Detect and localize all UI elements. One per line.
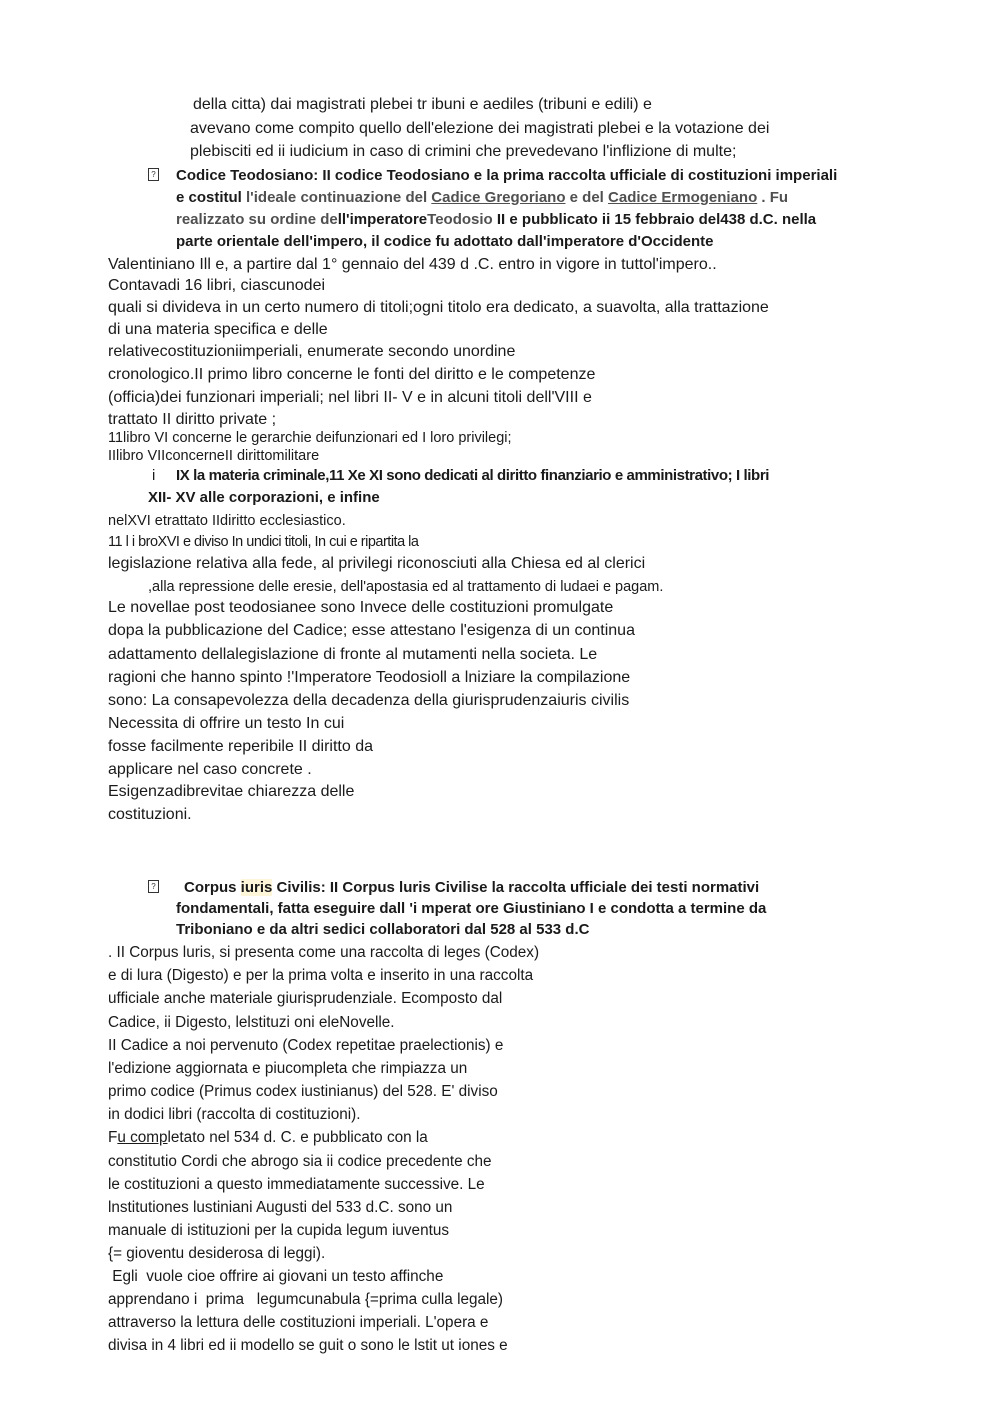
corpus-line-13: manuale di istituzioni per la cupida legum iuventus <box>108 1222 449 1239</box>
corpus-line-3: ufficiale anche materiale giurisprudenziale. Ecomposto dal <box>108 990 503 1007</box>
cadice-gregoriano-link: Cadice Gregoriano <box>431 189 566 206</box>
cadice-ermogeniano-link: Cadice Ermogeniano <box>608 189 758 206</box>
corpus-line-1: . II Corpus luris, si presenta come una raccolta di leges (Codex) <box>108 944 540 961</box>
corpus-heading-3: Triboniano e da altri sedici collaboratori dal 528 al 533 d.C <box>176 921 590 938</box>
intro-line-1: della citta) dai magistrati plebei tr ibuni e aediles (tribuni e edili) e <box>193 96 652 113</box>
teodosiano-line-3: quali si divideva in un certo numero di titoli;ogni titolo era dedicato, a suavolta, alla trattazione <box>108 299 769 316</box>
teodosiano-line-1: Valentiniano Ill e, a partire dal 1° gennaio del 439 d .C. entro in vigore in tuttol'impero.. <box>108 256 717 273</box>
teodosiano-small-1: 11libro VI concerne le gerarchie deifunzionari ed I loro privilegi; <box>108 430 512 446</box>
corpus-heading-1: Corpus iuris Civilis: II Corpus luris Civilise la raccolta ufficiale dei testi normativi <box>184 879 760 896</box>
corpus-line-16: apprendano i prima legumcunabula {=prima culla legale) <box>108 1291 503 1308</box>
teodosiano-line-4: di una materia specifica e delle <box>108 321 328 338</box>
teodosiano-small-4: 11 l i broXVI e diviso In undici titoli, In cui e ripartita la <box>108 534 419 550</box>
corpus-line-6: l'edizione aggiornata e piucompleta che rimpiazza un <box>108 1060 468 1077</box>
corpus-line-2: e di lura (Digesto) e per la prima volta e inserito in una raccolta <box>108 967 534 984</box>
teodosiano-bold-2: XII- XV alle corporazioni, e infine <box>148 489 380 506</box>
novellae-line-9: Esigenzadibrevitae chiarezza delle <box>108 783 355 800</box>
novellae-line-2: dopa la pubblicazione del Cadice; esse attestano l'esigenza di un continua <box>108 622 635 639</box>
teodosiano-line-fede: legislazione relativa alla fede, al privilegi riconosciuti alla Chiesa ed al clerici <box>108 555 646 572</box>
corpus-line-18: divisa in 4 libri ed ii modello se guit o sono le lstit ut iones e <box>108 1337 508 1354</box>
corpus-line-12: lnstitutiones lustiniani Augusti del 533 d.C. sono un <box>108 1199 453 1216</box>
novellae-line-7: fosse facilmente reperibile II diritto da <box>108 738 374 755</box>
corpus-line-8: in dodici libri (raccolta di costituzioni). <box>108 1106 361 1123</box>
teodosiano-line-6: cronologico.II primo libro concerne le fonti del diritto e le competenze <box>108 366 596 383</box>
corpus-line-17: attraverso la lettura delle costituzioni imperiali. L'opera e <box>108 1314 489 1331</box>
novellae-line-8: applicare nel caso concrete . <box>108 761 312 778</box>
corpus-line-11: le costituzioni a questo immediatamente successive. Le <box>108 1176 485 1193</box>
intro-line-3: plebisciti ed ii iudicium in caso di crimini che prevedevano l'inflizione di multe; <box>190 143 737 160</box>
novellae-line-10: costituzioni. <box>108 806 192 823</box>
novellae-line-1: Le novellae post teodosianee sono Invece delle costituzioni promulgate <box>108 599 614 616</box>
teodosiano-bold-1: IX la materia criminale,11 Xe XI sono dedicati al diritto finanziario e amministrativo; I libri <box>176 467 770 484</box>
teodosiano-bold-prefix: i <box>152 467 156 484</box>
teodosiano-small-3: nelXVI etrattato IIdiritto ecclesiastico. <box>108 513 346 529</box>
novellae-line-6: Necessita di offrire un testo In cui <box>108 715 345 732</box>
teodosiano-small-2: IIlibro VIIconcerneII dirittomilitare <box>108 448 320 464</box>
novellae-line-3: adattamento dellalegislazione di fronte al mutamenti nella societa. Le <box>108 646 598 663</box>
corpus-line-4: Cadice, ii Digesto, lelstituzi oni eleNovelle. <box>108 1014 395 1031</box>
teodosiano-heading-2: e costitul l'ideale continuazione del Cadice Gregoriano e del Cadice Ermogeniano . Fu <box>176 189 789 206</box>
corpus-line-7: primo codice (Primus codex iustinianus) del 528. E' diviso <box>108 1083 498 1100</box>
intro-line-2: avevano come compito quello dell'elezione dei magistrati plebei e la votazione dei <box>190 120 770 137</box>
teodosiano-line-8: trattato II diritto private ; <box>108 411 277 428</box>
bullet-icon: ? <box>148 168 159 181</box>
teodosiano-line-2: Contavadi 16 libri, ciascunodei <box>108 277 326 294</box>
teodosiano-line-7: (officia)dei funzionari imperiali; nel libri II- V e in alcuni titoli dell'VIII e <box>108 389 592 406</box>
teodosiano-heading-3: realizzato su ordine dell'imperatoreTeodosio II e pubblicato ii 15 febbraio del438 d.C. nella <box>176 211 817 228</box>
corpus-heading-2: fondamentali, fatta eseguire dall 'i mperat ore Giustiniano I e condotta a termine da <box>176 900 767 917</box>
corpus-line-14: {= gioventu desiderosa di leggi). <box>108 1245 326 1262</box>
bullet-icon: ? <box>148 880 159 893</box>
corpus-line-5: II Cadice a noi pervenuto (Codex repetitae praelectionis) e <box>108 1037 504 1054</box>
corpus-line-fu: Fu completato nel 534 d. C. e pubblicato con la <box>108 1129 428 1146</box>
teodosiano-heading-1: Codice Teodosiano: II codice Teodosiano e la prima raccolta ufficiale di costituzioni imperiali <box>176 167 838 184</box>
teodosiano-line-5: relativecostituzioniimperiali, enumerate secondo unordine <box>108 343 516 360</box>
corpus-line-10: constitutio Cordi che abrogo sia ii codice precedente che <box>108 1153 492 1170</box>
corpus-line-15: Egli vuole cioe offrire ai giovani un testo affinche <box>108 1268 444 1285</box>
teodosiano-small-5: ,alla repressione delle eresie, dell'apostasia ed al trattamento di ludaei e pagam. <box>148 579 664 595</box>
teodosiano-heading-4: parte orientale dell'impero, il codice fu adottato dall'imperatore d'Occidente <box>176 233 714 250</box>
novellae-line-4: ragioni che hanno spinto !'Imperatore Teodosioll a lniziare la compilazione <box>108 669 631 686</box>
novellae-line-5: sono: La consapevolezza della decadenza della giurisprudenzaiuris civilis <box>108 692 630 709</box>
